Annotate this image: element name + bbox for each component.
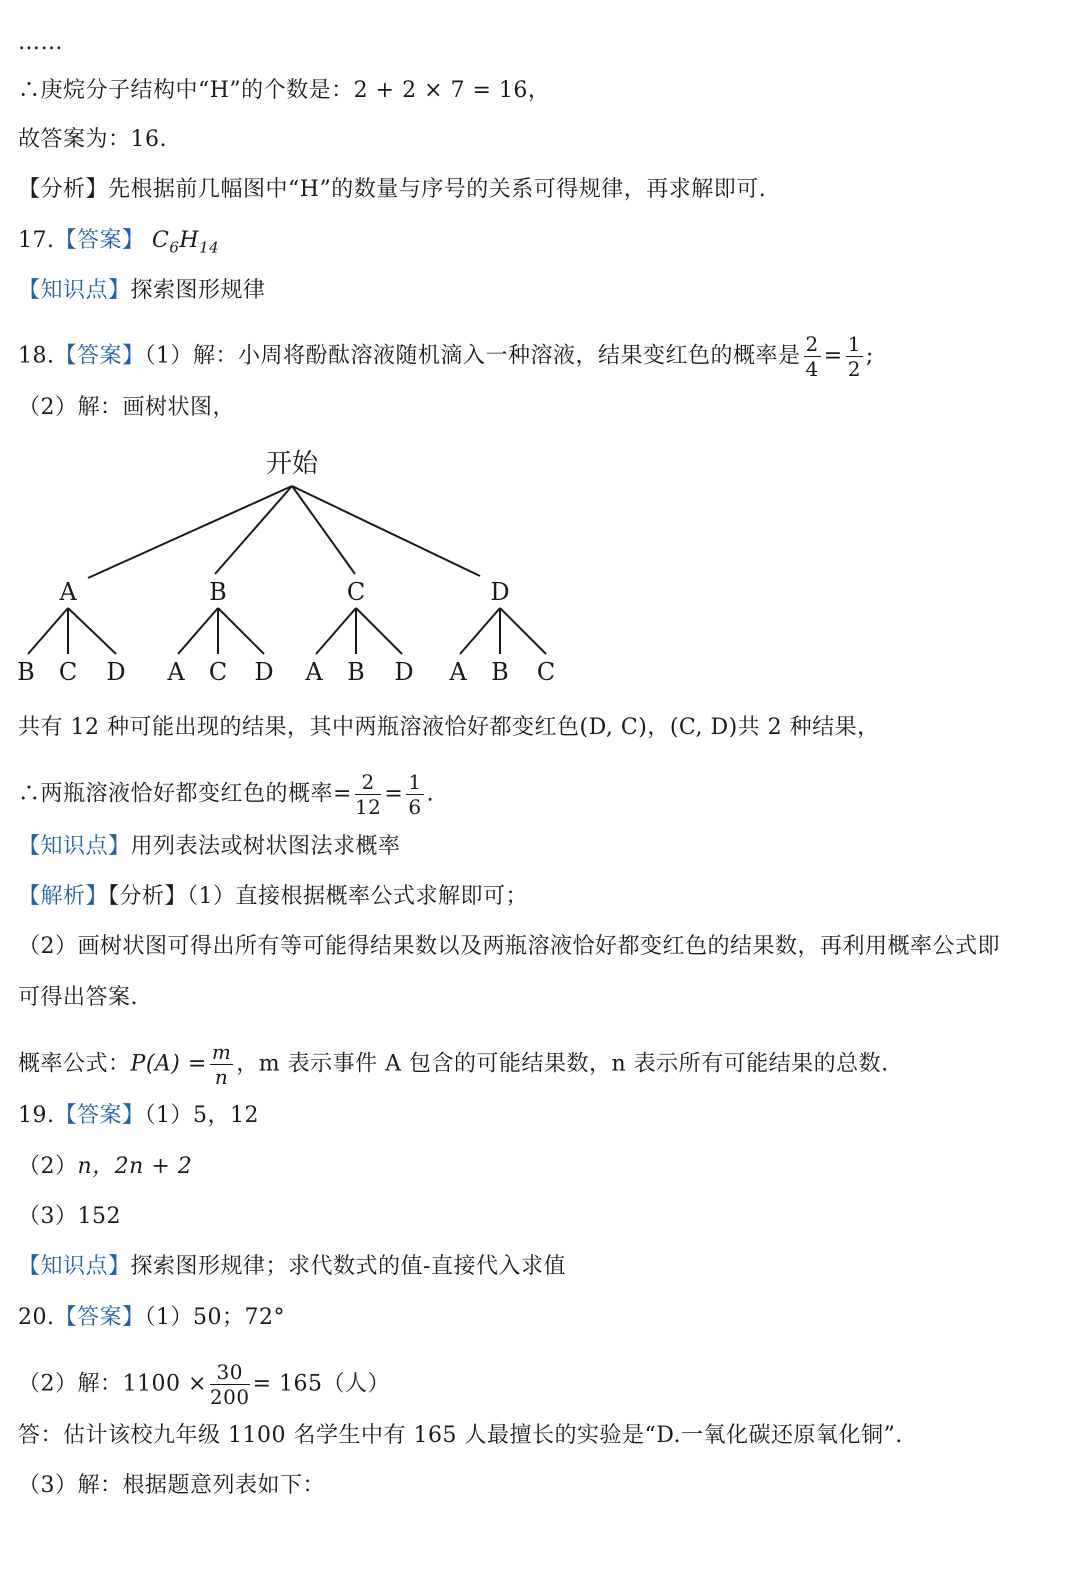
- q19-answer-line: [18, 1101, 259, 1131]
- q17-knowledge-line: [18, 276, 266, 306]
- q18-part2-intro: （2）解：画树状图，: [18, 395, 235, 420]
- q17-number: 17.: [18, 228, 55, 253]
- tree-leaf: B: [347, 658, 365, 686]
- tree-diagram: [0, 440, 600, 695]
- q18-analysis-line3: 可得出答案.: [18, 985, 138, 1010]
- tree-node-d: D: [490, 578, 510, 606]
- tree-leaf: D: [254, 658, 274, 686]
- edge-a-3: [68, 608, 116, 654]
- q18-an1-text: （1）直接根据概率公式求解即可；: [187, 884, 529, 909]
- formula-pa: P(A) =: [130, 1051, 207, 1077]
- tree-leaf: C: [208, 658, 228, 686]
- q18-answer-line: 18.【答案】（1）解：小周将酚酞溶液随机滴入一种溶液，结果变红色的概率是 $\frac{2}{4}$ = $\frac{1}{2}$ ;: [18, 332, 874, 381]
- q17-kp-tag: 【知识点】: [18, 278, 131, 303]
- q18-kp-text: 用列表法或树状图法求概率: [130, 834, 401, 859]
- q18-answer-text: （1）解：小周将酚酞溶液随机滴入一种溶液，结果变红色的概率是: [144, 343, 801, 369]
- q19-part2: （2）n，2n + 2: [18, 1154, 193, 1179]
- fraction-2-12: $\frac{2}{12}$: [354, 770, 382, 819]
- q18-result-count: 共有 12 种可能出现的结果，其中两瓶溶液恰好都变红色(D, C)，(C, D)共 2 种结果，: [18, 715, 880, 740]
- edge-a-1: [28, 608, 68, 654]
- formula-prefix: 概率公式：: [18, 1051, 131, 1077]
- analysis-tag: 【分析】: [18, 177, 109, 202]
- fraction-1-6: $\frac{1}{6}$: [408, 770, 422, 819]
- tree-leaf: B: [17, 658, 35, 686]
- fenxi-tag: 【分析】: [108, 884, 188, 909]
- analysis-line: [18, 175, 766, 205]
- q18-analysis-line1: [18, 882, 528, 912]
- fraction-2-4: $\frac{2}{4}$: [805, 332, 819, 381]
- tree-leaf: C: [536, 658, 556, 686]
- q20-part3: （3）解：根据题意列表如下：: [18, 1473, 325, 1498]
- q18-number: 18.: [18, 343, 55, 369]
- edge-d-1: [460, 608, 500, 654]
- fraction-30-200: $\frac{30}{200}$: [209, 1360, 250, 1409]
- q20-answer-line: [18, 1303, 285, 1333]
- edge-root-c: [292, 486, 355, 574]
- tree-leaf: C: [58, 658, 78, 686]
- edge-root-d: [292, 486, 480, 576]
- heptane-h-count: ∴庚烷分子结构中“H”的个数是：2 + 2 × 7 = 16，: [18, 78, 551, 103]
- edge-root-a: [88, 486, 292, 578]
- edge-d-3: [500, 608, 546, 654]
- q18-knowledge-line: [18, 832, 401, 862]
- edge-root-b: [215, 486, 292, 574]
- tree-lines: [28, 486, 546, 654]
- q19-number: 19.: [18, 1103, 55, 1128]
- q18-prob-text: ∴两瓶溶液恰好都变红色的概率=: [18, 781, 352, 807]
- tree-leaf: A: [167, 658, 185, 686]
- tree-leaf: B: [491, 658, 509, 686]
- q20-answer-tag: 【答案】: [54, 1305, 145, 1330]
- tree-leaf: A: [449, 658, 467, 686]
- q19-kp-text: 探索图形规律；求代数式的值-直接代入求值: [130, 1254, 566, 1279]
- formula-explanation: ，m 表示事件 A 包含的可能结果数，n 表示所有可能结果的总数.: [236, 1051, 889, 1077]
- q18-answer-tag: 【答案】: [54, 343, 145, 369]
- q17-answer-tag: 【答案】: [54, 228, 145, 253]
- q19-a2-expression: n，2n + 2: [77, 1154, 193, 1179]
- ellipsis-text: ……: [18, 30, 63, 55]
- tree-leaf: D: [394, 658, 414, 686]
- q17-formula: $C_6H_{14}$: [152, 228, 220, 257]
- q18-probability-line: ∴两瓶溶液恰好都变红色的概率= $\frac{2}{12}$ = $\frac{1}{6}$ .: [18, 770, 435, 819]
- q17-kp-text: 探索图形规律: [130, 278, 266, 303]
- q20-part2: （2）解：1100 × $\frac{30}{200}$ = 165（人）: [18, 1360, 391, 1409]
- analysis-text: 先根据前几幅图中“H”的数量与序号的关系可得规律，再求解即可.: [108, 177, 767, 202]
- answer-16: 故答案为：16.: [18, 127, 167, 152]
- q19-kp-tag: 【知识点】: [18, 1254, 131, 1279]
- edge-b-1: [178, 608, 218, 654]
- q19-part3: （3）152: [18, 1204, 121, 1229]
- q20-number: 20.: [18, 1305, 55, 1330]
- tree-node-b: B: [209, 578, 227, 606]
- q19-a1: （1）5，12: [144, 1103, 260, 1128]
- q18-analysis-line2: （2）画树状图可得出所有等可能得结果数以及两瓶溶液恰好都变红色的结果数，再利用概率公式即: [18, 934, 1001, 959]
- q18-kp-tag: 【知识点】: [18, 834, 131, 859]
- tree-root-label: 开始: [265, 449, 319, 479]
- edge-b-3: [218, 608, 264, 654]
- tree-leaf: A: [305, 658, 323, 686]
- tree-node-c: C: [346, 578, 366, 606]
- q20-conclusion: 答：估计该校九年级 1100 名学生中有 165 人最擅长的实验是“D.一氧化碳还原氧化铜”.: [18, 1423, 903, 1448]
- q19-answer-tag: 【答案】: [54, 1103, 145, 1128]
- fraction-1-2: $\frac{1}{2}$: [847, 332, 861, 381]
- q17-answer-line: [18, 226, 219, 262]
- q19-knowledge-line: [18, 1252, 566, 1282]
- tree-leaf: D: [106, 658, 126, 686]
- probability-formula-line: [18, 1042, 889, 1087]
- q20-a1: （1）50；72°: [144, 1305, 286, 1330]
- jiexi-tag: 【解析】: [18, 884, 109, 909]
- tree-node-a: A: [59, 578, 77, 606]
- fraction-m-n: $\frac{m}{n}$: [211, 1040, 232, 1089]
- edge-c-1: [316, 608, 356, 654]
- edge-c-3: [356, 608, 402, 654]
